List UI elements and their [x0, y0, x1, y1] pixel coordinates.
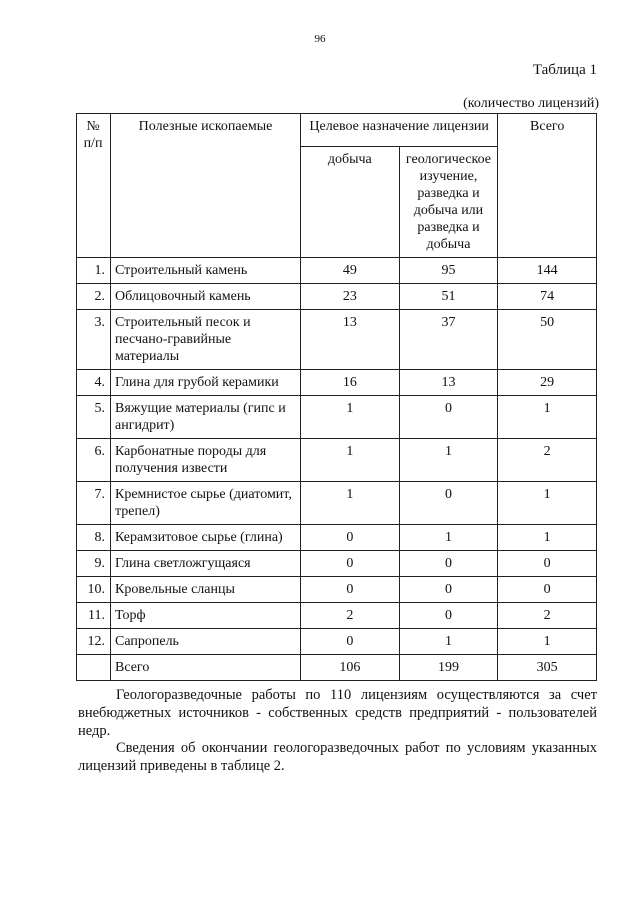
paragraph-reference: Сведения об окончании геологоразведочных работ по условиям указанных лицензий приведены в таблице 2. [78, 740, 597, 774]
paragraph-funding: Геологоразведочные работы по 110 лицензиям осуществляются за счет внебюджетных источников - собственных средств предприятий - пользователей недр. [78, 687, 597, 739]
row-exploration: 37 [399, 310, 498, 370]
total-exploration: 199 [399, 655, 498, 681]
row-extraction: 16 [301, 370, 400, 396]
table-row [77, 551, 597, 577]
row-mineral: Облицовочный камень [111, 284, 301, 310]
row-num: 3. [77, 310, 111, 370]
row-total: 1 [498, 629, 597, 655]
licenses-table [76, 113, 597, 681]
row-extraction: 49 [301, 258, 400, 284]
row-total: 144 [498, 258, 597, 284]
row-total: 0 [498, 577, 597, 603]
table-row [77, 396, 597, 439]
row-extraction: 0 [301, 629, 400, 655]
row-exploration: 0 [399, 482, 498, 525]
row-total: 1 [498, 525, 597, 551]
header-num: № п/п [77, 114, 111, 258]
row-num: 11. [77, 603, 111, 629]
row-total: 50 [498, 310, 597, 370]
row-num: 5. [77, 396, 111, 439]
header-exploration: геологическое изучение, разведка и добыча или разведка и добыча [399, 147, 498, 258]
row-exploration: 13 [399, 370, 498, 396]
row-total: 74 [498, 284, 597, 310]
row-exploration: 51 [399, 284, 498, 310]
row-num: 8. [77, 525, 111, 551]
row-total: 29 [498, 370, 597, 396]
total-total: 305 [498, 655, 597, 681]
table-row [77, 258, 597, 284]
table-body [77, 258, 597, 681]
row-mineral: Торф [111, 603, 301, 629]
table-row [77, 629, 597, 655]
row-mineral: Кремнистое сырье (диатомит, трепел) [111, 482, 301, 525]
row-exploration: 0 [399, 603, 498, 629]
row-exploration: 1 [399, 439, 498, 482]
row-total: 0 [498, 551, 597, 577]
row-total: 2 [498, 603, 597, 629]
row-num: 9. [77, 551, 111, 577]
row-mineral: Карбонатные породы для получения извести [111, 439, 301, 482]
row-mineral: Сапропель [111, 629, 301, 655]
row-extraction: 0 [301, 525, 400, 551]
row-num: 2. [77, 284, 111, 310]
row-total: 2 [498, 439, 597, 482]
table-row [77, 310, 597, 370]
header-extraction: добыча [301, 147, 400, 258]
table-row [77, 482, 597, 525]
row-mineral: Керамзитовое сырье (глина) [111, 525, 301, 551]
row-extraction: 23 [301, 284, 400, 310]
row-num: 10. [77, 577, 111, 603]
header-mineral: Полезные ископаемые [111, 114, 301, 258]
row-extraction: 1 [301, 396, 400, 439]
row-exploration: 1 [399, 629, 498, 655]
row-mineral: Вяжущие материалы (гипс и ангидрит) [111, 396, 301, 439]
row-mineral: Строительный песок и песчано-гравийные материалы [111, 310, 301, 370]
table-row [77, 525, 597, 551]
row-mineral: Кровельные сланцы [111, 577, 301, 603]
total-label: Всего [111, 655, 301, 681]
table-unit-note: (количество лицензий) [463, 96, 599, 111]
row-extraction: 0 [301, 577, 400, 603]
header-total: Всего [498, 114, 597, 258]
row-mineral: Глина для грубой керамики [111, 370, 301, 396]
total-extraction: 106 [301, 655, 400, 681]
row-num: 7. [77, 482, 111, 525]
total-num [77, 655, 111, 681]
row-exploration: 0 [399, 396, 498, 439]
table-row [77, 284, 597, 310]
row-num: 1. [77, 258, 111, 284]
row-extraction: 1 [301, 482, 400, 525]
table-label: Таблица 1 [532, 62, 597, 78]
row-mineral: Глина светложгущаяся [111, 551, 301, 577]
row-extraction: 2 [301, 603, 400, 629]
header-purpose: Целевое назначение лицензии [301, 114, 498, 147]
row-extraction: 1 [301, 439, 400, 482]
row-num: 6. [77, 439, 111, 482]
row-exploration: 0 [399, 577, 498, 603]
row-extraction: 0 [301, 551, 400, 577]
table-total-row [77, 655, 597, 681]
row-exploration: 0 [399, 551, 498, 577]
table-row [77, 577, 597, 603]
page-number: 96 [314, 33, 326, 45]
table-row [77, 603, 597, 629]
row-total: 1 [498, 482, 597, 525]
row-num: 12. [77, 629, 111, 655]
row-extraction: 13 [301, 310, 400, 370]
row-mineral: Строительный камень [111, 258, 301, 284]
table-row [77, 439, 597, 482]
row-exploration: 1 [399, 525, 498, 551]
table-row [77, 370, 597, 396]
row-exploration: 95 [399, 258, 498, 284]
row-total: 1 [498, 396, 597, 439]
row-num: 4. [77, 370, 111, 396]
